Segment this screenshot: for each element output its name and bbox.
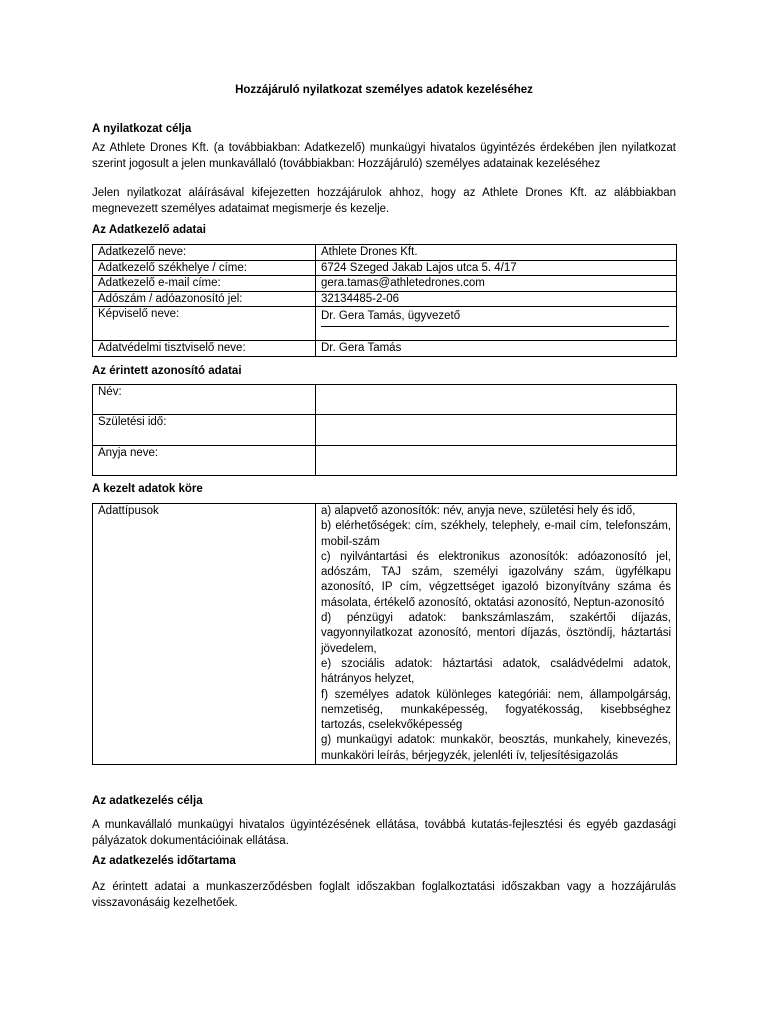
data-type-item: b) elérhetőségek: cím, székhely, telephely, e-mail cím, telefonszám, mobil-szám	[321, 520, 671, 548]
goal-heading: Az adatkezelés célja	[92, 795, 203, 807]
purpose-text-2: Jelen nyilatkozat aláírásával kifejezetten hozzájárulok ahhoz, hogy az Athlete Drones Kft. az alábbiakban megnevezett személyes adataimat megismerje és kezelje.	[92, 187, 676, 215]
table-row	[93, 291, 677, 307]
table-row	[93, 307, 677, 341]
dpo-label: Adatvédelmi tisztviselő neve:	[93, 341, 316, 357]
table-row	[93, 260, 677, 276]
data-type-item: g) munkaügyi adatok: munkakör, beosztás, munkahely, kinevezés, munkaköri leírás, bérjegyzék, jelenléti ív, teljesítésigazolás	[321, 734, 671, 762]
table-row	[93, 385, 677, 415]
controller-heading: Az Adatkezelő adatai	[92, 224, 206, 236]
document-title: Hozzájáruló nyilatkozat személyes adatok kezeléséhez	[235, 84, 533, 96]
subject-name-label: Név:	[93, 385, 316, 415]
table-row	[93, 341, 677, 357]
table-row	[93, 415, 677, 446]
dpo-value: Dr. Gera Tamás	[316, 341, 677, 357]
data-type-item: a) alapvető azonosítók: név, anyja neve, születési hely és idő,	[321, 505, 636, 517]
purpose-text-1: Az Athlete Drones Kft. (a továbbiakban: Adatkezelő) munkaügyi hivatalos ügyintézés érdekében jlen nyilatkozat szerint jogosult a jelen munkavállaló (továbbiakban: Hozzájáruló) személyes adatainak kezeléséhez	[92, 142, 676, 170]
data-types-label: Adattípusok	[93, 504, 316, 765]
data-type-item: f) személyes adatok különleges kategóriái: nem, állampolgárság, nemzetiség, munkaképesség, fogyatékosság, kisebbséghez tartozás, cselekvőképesség	[321, 688, 671, 732]
representative-value: Dr. Gera Tamás, ügyvezető	[321, 309, 669, 327]
duration-heading: Az adatkezelés időtartama	[92, 855, 236, 867]
controller-name-label: Adatkezelő neve:	[93, 245, 316, 261]
table-row	[93, 446, 677, 476]
table-row	[93, 504, 677, 765]
duration-text: Az érintett adatai a munkaszerződésben foglalt időszakban foglalkoztatási időszakban vagy a hozzájárulás visszavonásáig kezelhetőek.	[92, 881, 676, 909]
controller-table	[92, 244, 677, 357]
subject-table	[92, 384, 677, 476]
subject-heading: Az érintett azonosító adatai	[92, 365, 242, 377]
controller-email-value: gera.tamas@athletedrones.com	[316, 276, 677, 292]
data-type-item: e) szociális adatok: háztartási adatok, családvédelmi adatok, hátrányos helyzet,	[321, 657, 671, 686]
subject-birth-value[interactable]	[316, 415, 677, 446]
subject-name-value[interactable]	[316, 385, 677, 415]
subject-mother-label: Anyja neve:	[93, 446, 316, 476]
subject-mother-value[interactable]	[316, 446, 677, 476]
data-type-item: c) nyilvántartási és elektronikus azonosítók: adóazonosító jel, adószám, TAJ szám, személyi igazolvány szám, ügyfélkapu azonosító, IP cím, végzettséget igazoló bizonyítvány száma és másolata, értékelő azonosító, oktatási azonosító, Neptun-azonosító	[321, 550, 671, 609]
controller-name-value: Athlete Drones Kft.	[316, 245, 677, 261]
goal-text: A munkavállaló munkaügyi hivatalos ügyintézésének ellátása, továbbá kutatás-fejlesztési és egyéb gazdasági pályázatok dokumentációinak ellátása.	[92, 819, 676, 847]
controller-email-label: Adatkezelő e-mail címe:	[93, 276, 316, 292]
table-row	[93, 245, 677, 261]
representative-label: Képviselő neve:	[93, 307, 316, 341]
controller-address-label: Adatkezelő székhelye / címe:	[93, 260, 316, 276]
scope-table	[92, 503, 677, 765]
controller-taxid-value: 32134485-2-06	[316, 291, 677, 307]
table-row	[93, 276, 677, 292]
purpose-heading: A nyilatkozat célja	[92, 123, 192, 135]
controller-address-value: 6724 Szeged Jakab Lajos utca 5. 4/17	[316, 260, 677, 276]
scope-heading: A kezelt adatok köre	[92, 483, 203, 495]
controller-taxid-label: Adószám / adóazonosító jel:	[93, 291, 316, 307]
data-type-item: d) pénzügyi adatok: bankszámlaszám, szakértői díjazás, vagyonnyilatkozat azonosító, mentori díjazás, ösztöndíj, háztartási jövedelem,	[321, 612, 671, 655]
subject-birth-label: Születési idő:	[93, 415, 316, 446]
